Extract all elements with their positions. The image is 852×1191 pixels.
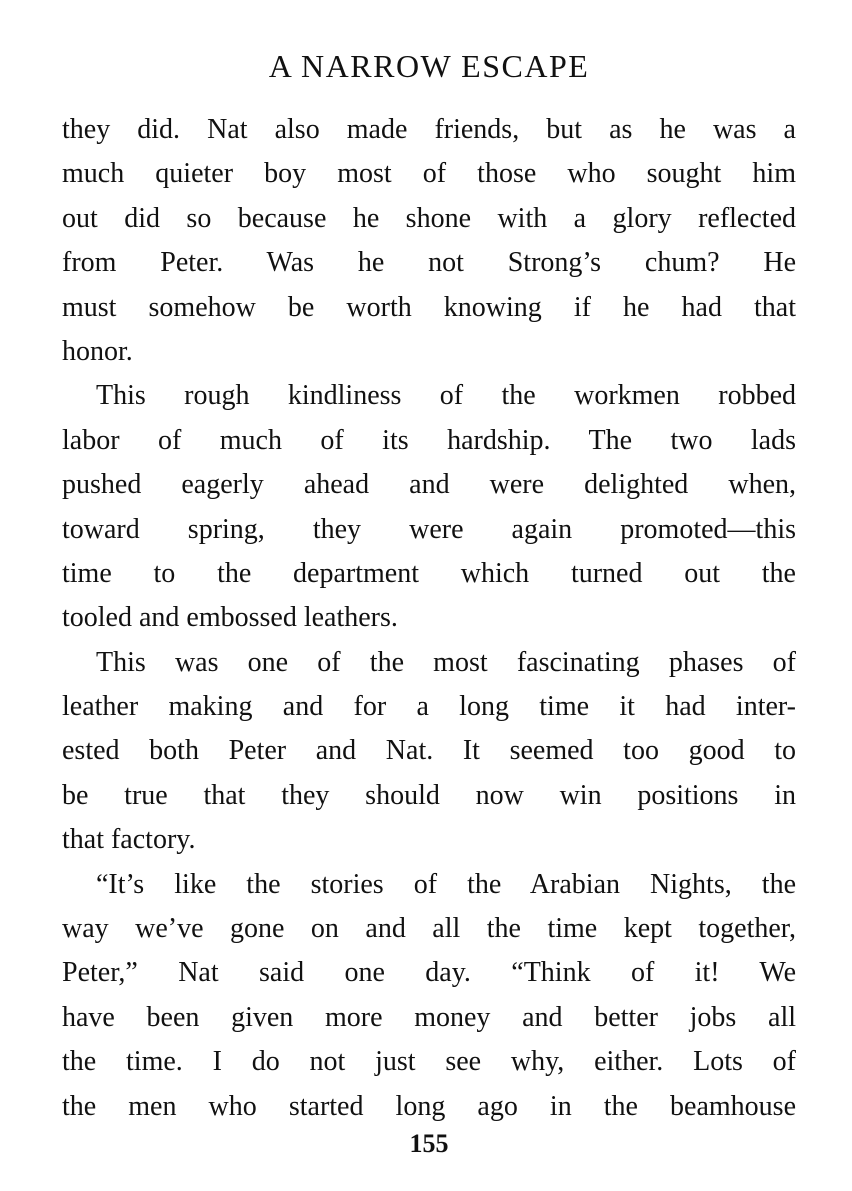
book-page bbox=[62, 0, 796, 1191]
text-line: they did. Nat also made friends, but as he was a bbox=[62, 114, 796, 145]
paragraph-3 bbox=[62, 641, 796, 863]
text-line: This was one of the most fascinating phases of bbox=[96, 646, 796, 678]
text-line: toward spring, they were again promoted—this bbox=[62, 513, 796, 545]
text-line: must somehow be worth knowing if he had that bbox=[62, 291, 796, 323]
text-line: ested both Peter and Nat. It seemed too good to bbox=[62, 735, 796, 767]
text-line: the men who started long ago in the beamhouse bbox=[62, 1090, 796, 1122]
text-line: that factory. bbox=[62, 824, 196, 856]
text-line: tooled and embossed leathers. bbox=[62, 602, 398, 634]
text-line: way we’ve gone on and all the time kept together, bbox=[62, 913, 796, 945]
text-line: the time. I do not just see why, either. Lots of bbox=[62, 1046, 796, 1078]
text-line: leather making and for a long time it had inter- bbox=[62, 691, 796, 723]
text-line: much quieter boy most of those who sought him bbox=[62, 158, 796, 190]
text-line: out did so because he shone with a glory reflected bbox=[62, 202, 796, 234]
running-head: A NARROW ESCAPE bbox=[268, 48, 590, 84]
text-line: “It’s like the stories of the Arabian Nights, the bbox=[96, 868, 796, 900]
text-line: This rough kindliness of the workmen robbed bbox=[96, 380, 796, 412]
text-line: be true that they should now win positions in bbox=[62, 779, 796, 811]
text-line: Peter,” Nat said one day. “Think of it! We bbox=[62, 957, 796, 989]
paragraph-2 bbox=[62, 374, 796, 640]
text-line: honor. bbox=[62, 335, 133, 367]
paragraph-4 bbox=[62, 863, 796, 1129]
page-number: 155 bbox=[409, 1129, 449, 1158]
paragraph-1 bbox=[62, 108, 796, 374]
text-line: have been given more money and better jobs all bbox=[62, 1001, 796, 1033]
text-line: labor of much of its hardship. The two lads bbox=[62, 424, 796, 456]
text-line: time to the department which turned out the bbox=[62, 557, 796, 589]
text-line: from Peter. Was he not Strong’s chum? He bbox=[62, 247, 796, 279]
text-line: pushed eagerly ahead and were delighted when, bbox=[62, 469, 796, 501]
body-text bbox=[62, 108, 796, 1129]
